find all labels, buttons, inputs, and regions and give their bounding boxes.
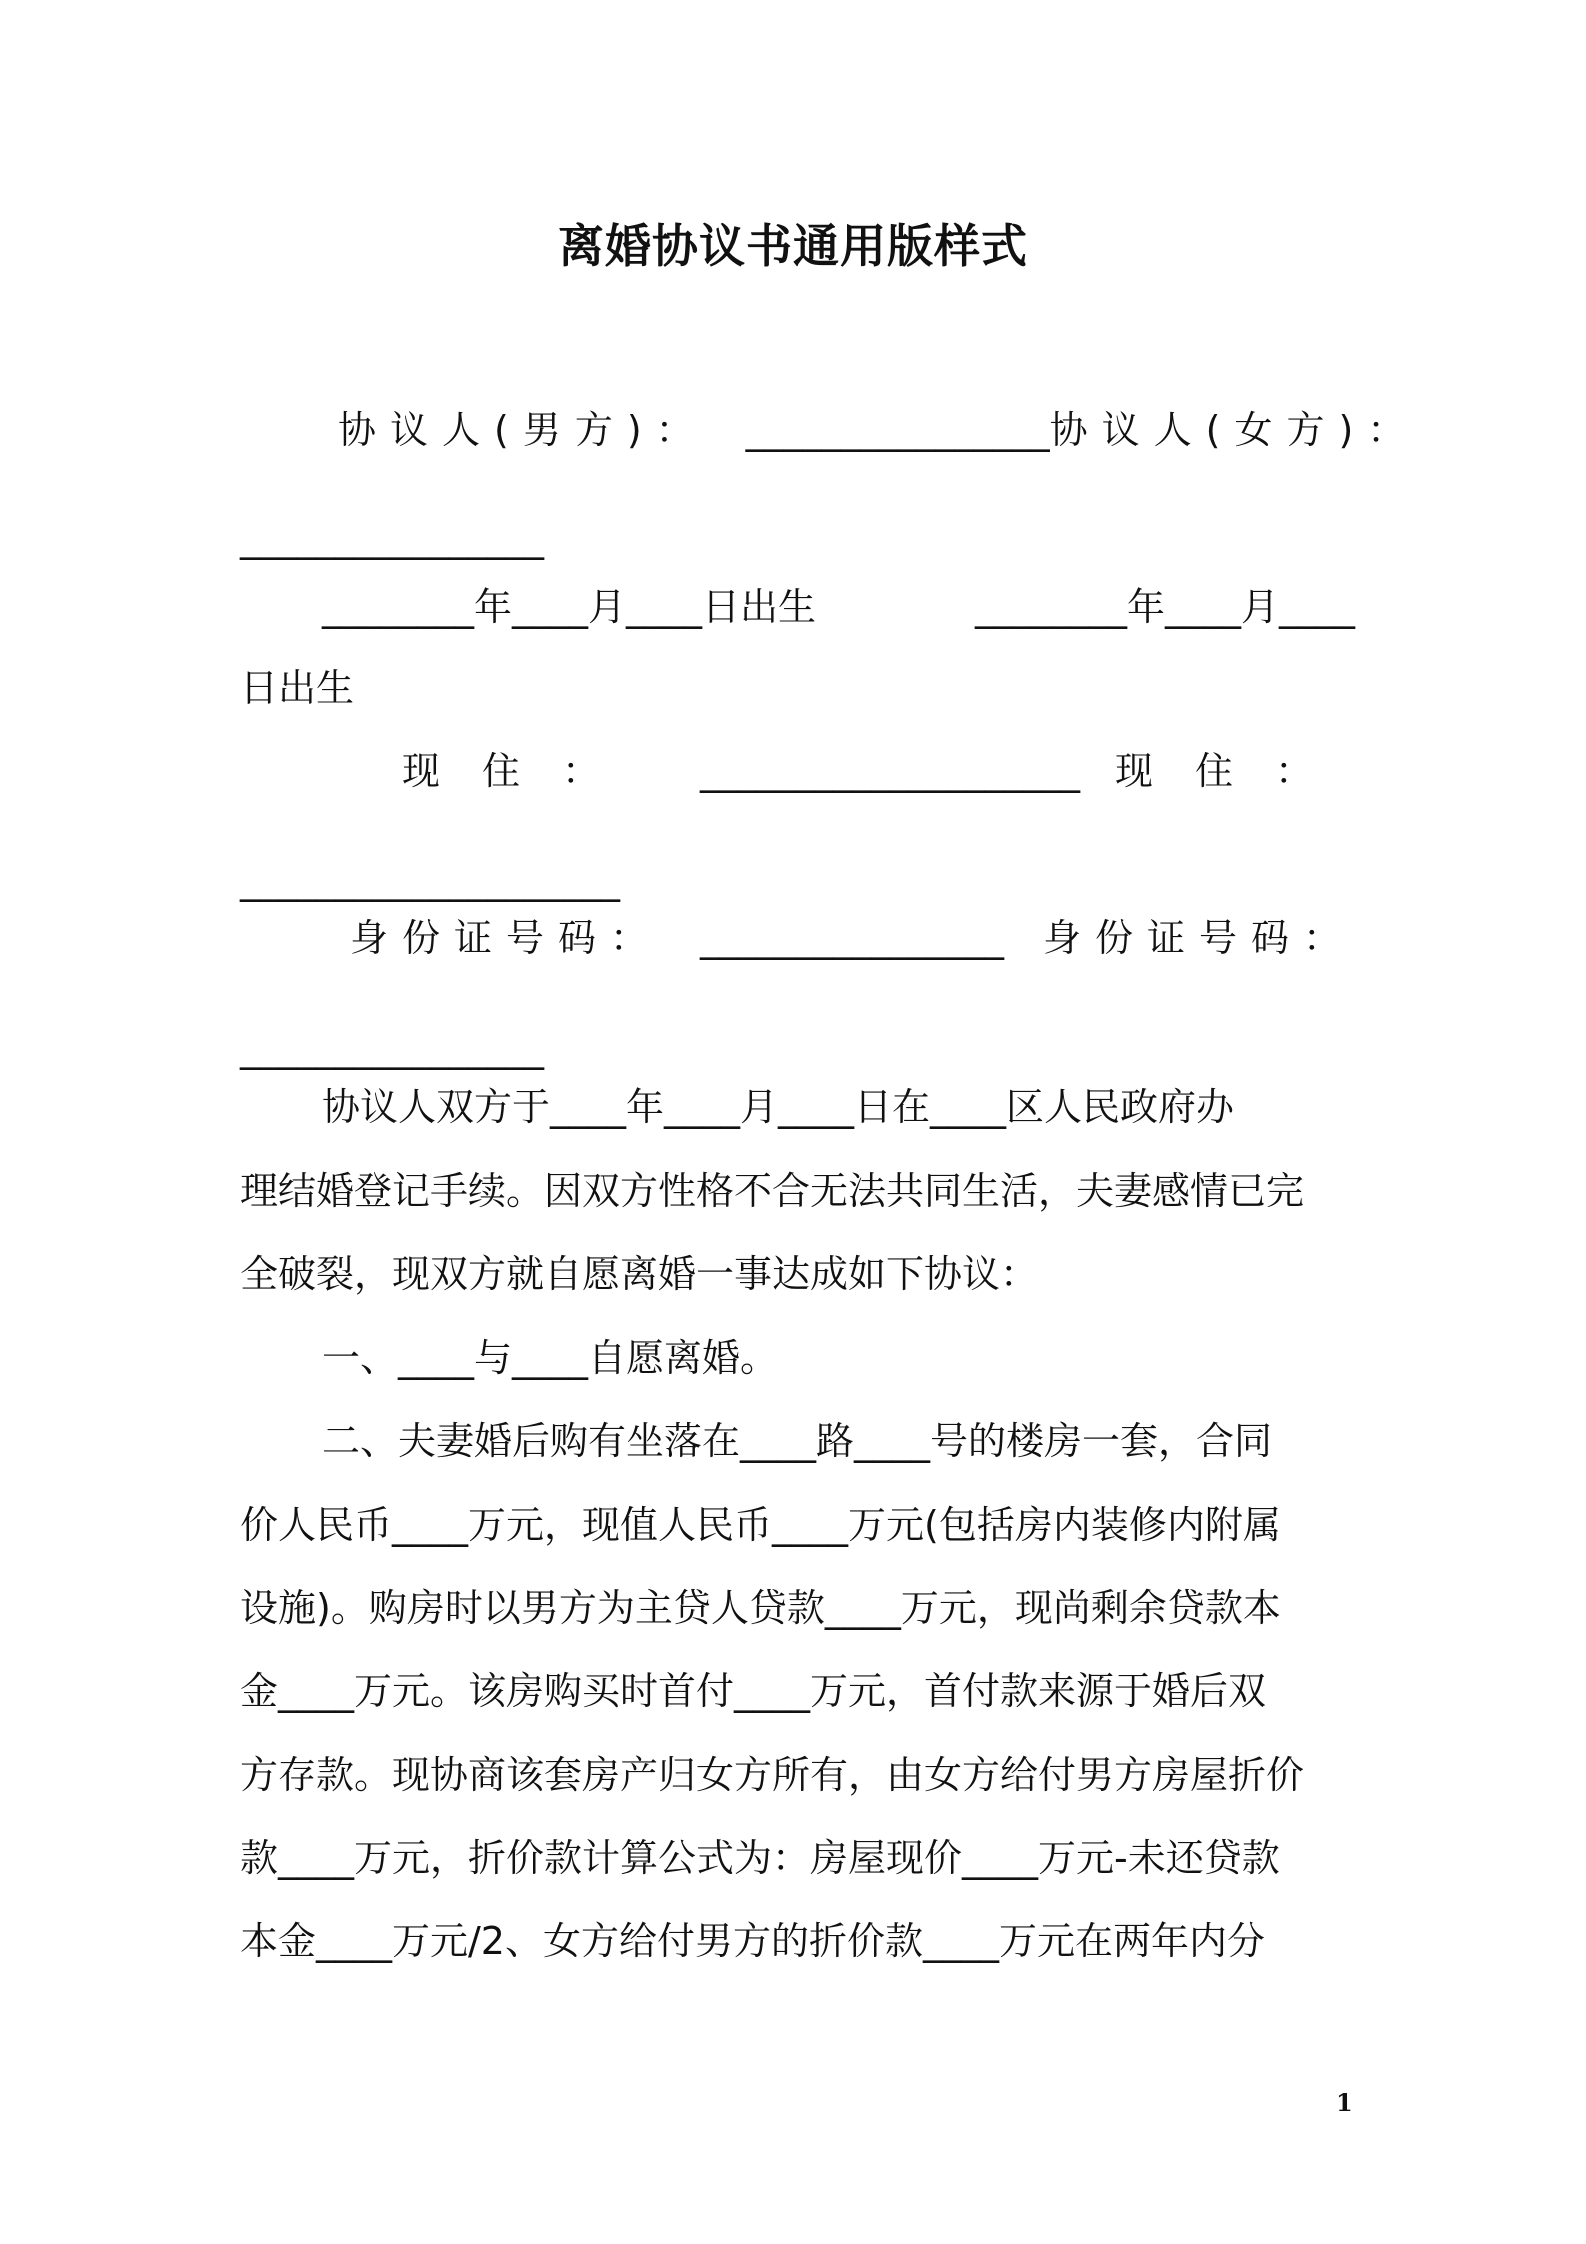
id-line: [240, 913, 1355, 963]
female-id-blank: ________________: [240, 1026, 544, 1070]
party-labels-line: [240, 405, 1420, 455]
intro-paragraph-line-1: 协议人双方于____年____月____日在____区人民政府办: [322, 1085, 1235, 1129]
agreement-item-2-line-7: 本金____万元/2、女方给付男方的折价款____万元在两年内分: [240, 1919, 1265, 1963]
female-id-label: 身份证号码：: [1042, 916, 1355, 960]
intro-paragraph-line-2: 理结婚登记手续。因双方性格不合无法共同生活，夫妻感情已完: [240, 1169, 1305, 1213]
agreement-item-2-line-4: 金____万元。该房购买时首付____万元，首付款来源于婚后双: [240, 1669, 1267, 1713]
female-party-blank: ________________: [240, 516, 544, 560]
male-address-blank: ____________________: [700, 749, 1081, 793]
agreement-item-2-line-6: 款____万元，折价款计算公式为：房屋现价____万元-未还贷款: [240, 1836, 1280, 1880]
agreement-item-1: 一、____与____自愿离婚。: [322, 1336, 779, 1380]
agreement-item-2-line-5: 方存款。现协商该套房产归女方所有，由女方给付男方房屋折价: [240, 1753, 1305, 1797]
female-party-label: 协议人(女方)：: [1049, 408, 1420, 452]
female-birth-date: ________年____月____: [974, 585, 1355, 629]
agreement-item-2-line-3: 设施)。购房时以男方为主贷人贷款____万元，现尚剩余贷款本: [240, 1586, 1281, 1630]
birth-line: [240, 582, 1355, 632]
male-birth-date: ________年____月____日出生: [322, 585, 817, 629]
male-party-blank: ________________: [745, 408, 1050, 452]
agreement-item-2-line-2: 价人民币____万元，现值人民币____万元(包括房内装修内附属: [240, 1503, 1281, 1547]
intro-paragraph-line-3: 全破裂，现双方就自愿离婚一事达成如下协议：: [240, 1252, 1039, 1296]
female-address-label: 现住：: [1114, 749, 1355, 793]
male-address-label: 现住：: [402, 749, 643, 793]
agreement-item-2-line-1: 二、夫妻婚后购有坐落在____路____号的楼房一套，合同: [322, 1419, 1273, 1463]
page-number: 1: [1336, 2088, 1353, 2117]
female-address-blank: ____________________: [240, 858, 620, 902]
male-id-label: 身份证号码：: [350, 916, 663, 960]
female-birth-suffix: 日出生: [240, 666, 355, 710]
male-party-label: 协议人(男方)：: [338, 408, 708, 452]
male-id-blank: ________________: [700, 916, 1005, 960]
address-line: [240, 746, 1355, 796]
document-title: 离婚协议书通用版样式: [558, 219, 1028, 273]
